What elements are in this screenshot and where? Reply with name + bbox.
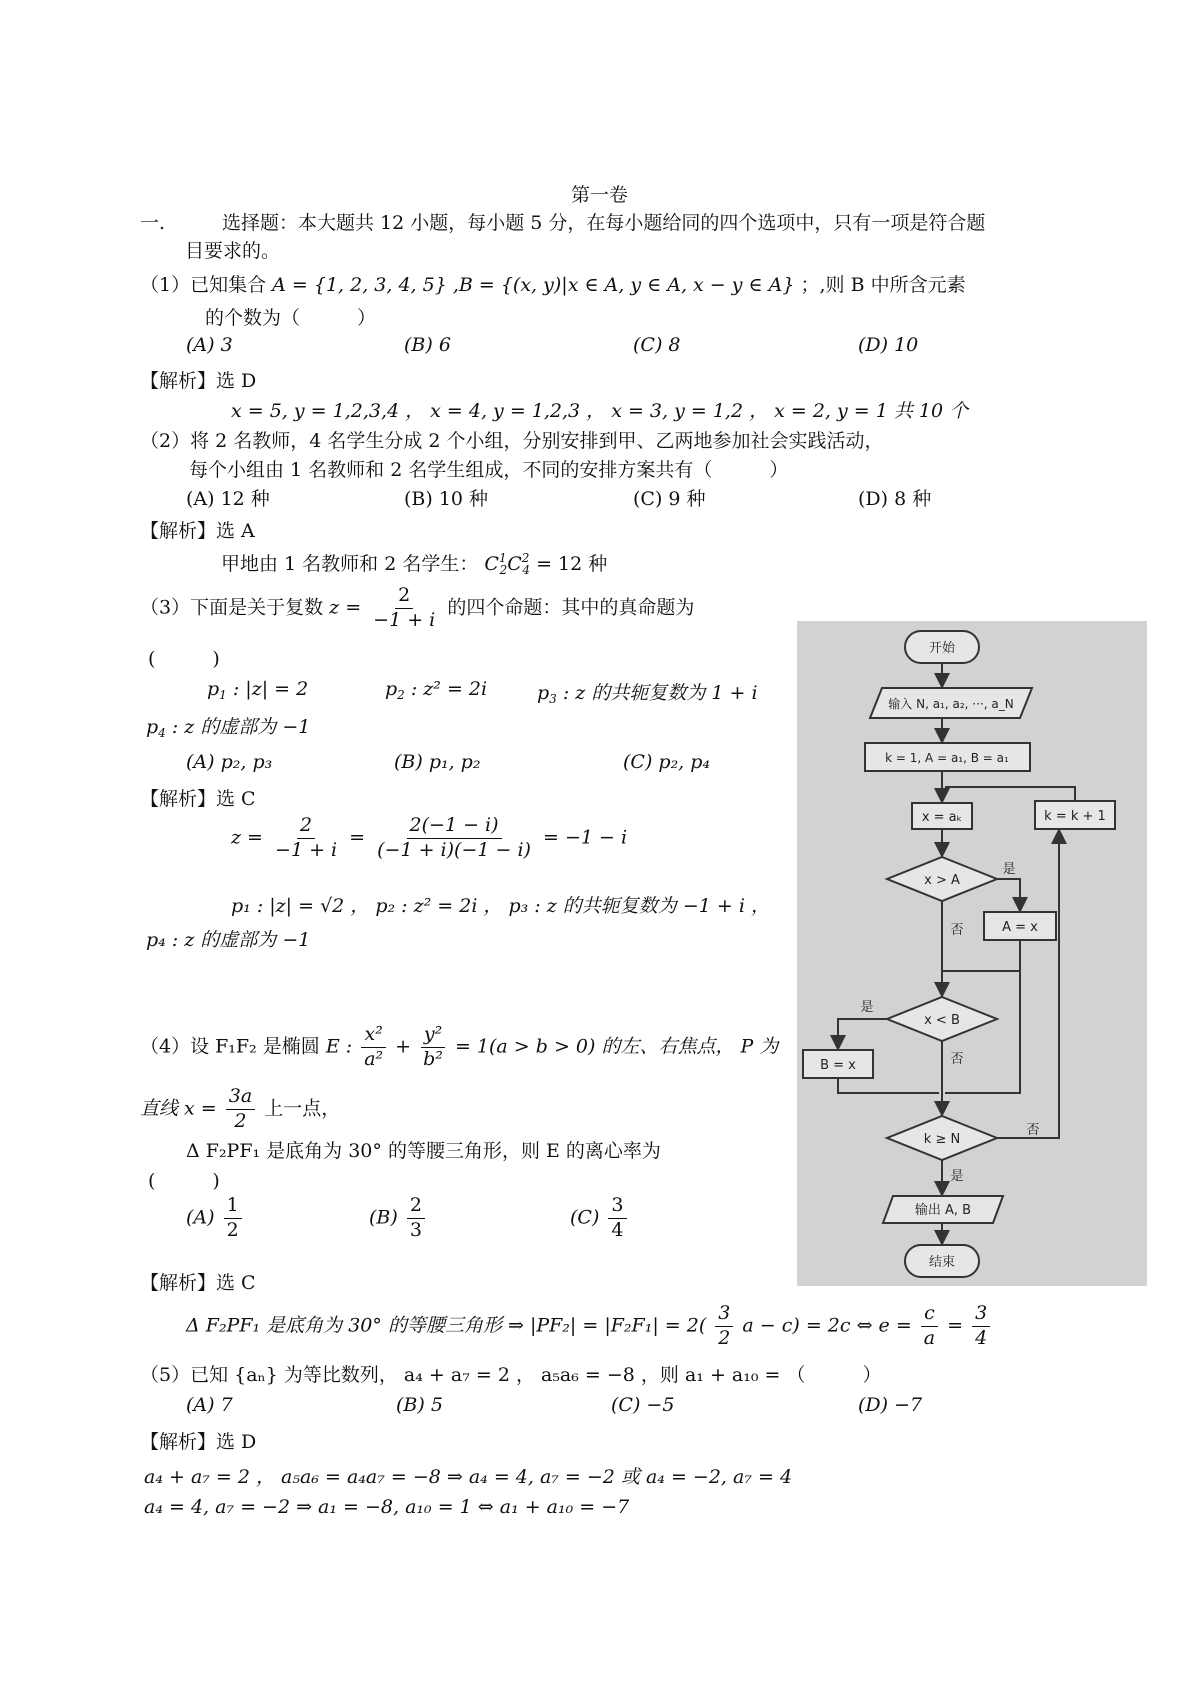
q3-calc-frac2 [374, 816, 534, 861]
q4-work [186, 1304, 993, 1349]
q4-opt-a-frac [224, 1196, 242, 1241]
q2-combination: $C^1_2C^2_4$ [484, 551, 531, 577]
question-1 [140, 270, 966, 297]
q3-paren: ( ) [148, 648, 220, 670]
flow-no-3: 否 [1026, 1123, 1040, 1138]
flow-set-a-label: A = x [1002, 920, 1038, 935]
q5-work-1: a₄ + a₇ = 2 ， a₅a₆ = a₄a₇ = −8 ⇒ a₄ = 4, a₇ = −2 或 a₄ = −2, a₇ = 4 [144, 1466, 793, 1488]
q4-work-frac2 [921, 1304, 938, 1349]
q4-opt-c-num: 3 [608, 1196, 626, 1219]
q4-frac-y [420, 1025, 446, 1070]
flow-yes-1: 是 [1002, 862, 1016, 877]
q2-option-d: (D) 8 种 [858, 488, 932, 510]
q2-option-c: (C) 9 种 [633, 488, 706, 510]
q1-work: x = 5, y = 1,2,3,4 ， x = 4, y = 1,2,3 ， x = 3, y = 1,2 ， x = 2, y = 1 共 10 个 [231, 400, 969, 422]
q3-calc-num1: 2 [297, 816, 315, 839]
q5-option-c: (C) −5 [611, 1394, 675, 1416]
q4-line2a: 直线 x = [140, 1097, 217, 1120]
q3-check: p₁ : |z| = √2 ， p₂ : z² = 2i ， p₃ : z 的共轭复数为 −1 + i ， [231, 895, 770, 917]
q2-line2: 每个小组由 1 名教师和 2 名学生组成，不同的安排方案共有（ ） [189, 459, 789, 481]
q4-opt-b-label: (B) [369, 1206, 398, 1229]
q3-option-b: (B) p₁, p₂ [394, 751, 481, 773]
question-4: （4）设 F₁F₂ 是椭圆 E : $\frac{\text{x²}}{\text{a²}}$ + $\frac{\text{y²}}{\text{b²}}$ = 1(a > b > 0) 的左、右焦点， P 为 [140, 1023, 779, 1070]
q3-option-c: (C) p₂, p₄ [623, 751, 711, 773]
q4-line2 [140, 1087, 340, 1132]
flow-yes-2: 是 [860, 1000, 874, 1015]
q4-b2: b² [423, 1047, 443, 1070]
q5-option-d: (D) −7 [858, 1394, 923, 1416]
q4-ellipse-e: E : [325, 1035, 353, 1058]
q4-opt-b-den: 3 [409, 1218, 422, 1241]
q3-p1-text: |z| = 2 [245, 678, 309, 700]
q4-answer: 【解析】选 C [140, 1272, 256, 1294]
flow-cond1-label: x > A [924, 873, 960, 888]
q1-answer: 【解析】选 D [140, 370, 257, 392]
q4-opt-b-frac [407, 1196, 425, 1241]
q4-work-num2: c [921, 1304, 938, 1327]
q3-option-a: (A) p₂, p₃ [186, 751, 273, 773]
q2-work-tail: = 12 种 [536, 553, 608, 575]
q5-option-a: (A) 7 [186, 1394, 233, 1416]
q3-calc-den2: (−1 + i)(−1 − i) [377, 838, 531, 861]
q3-calc-z: z = [231, 826, 263, 849]
flow-end-label: 结束 [928, 1255, 956, 1270]
flow-no-2: 否 [950, 1052, 964, 1067]
q1-line2: 的个数为（ ） [205, 307, 377, 329]
flow-cond3-label: k ≥ N [923, 1132, 961, 1147]
question-5: （5）已知 {aₙ} 为等比数列， a₄ + a₇ = 2 ， a₅a₆ = −8 ，则 a₁ + a₁₀ = （ ） [140, 1364, 882, 1386]
q4-x2: x² [361, 1025, 385, 1048]
q3-calc-frac1 [272, 816, 340, 861]
q4-opt-c-label: (C) [570, 1206, 600, 1229]
q2-option-a: (A) 12 种 [186, 488, 270, 510]
q3-p2-text: z² = 2i [423, 678, 488, 700]
q2-work [221, 549, 607, 577]
q4-work-a: Δ F₂PF₁ 是底角为 30° 的等腰三角形 ⇒ |PF₂| = |F₂F₁| = 2( [186, 1314, 707, 1337]
q3-answer: 【解析】选 C [140, 788, 256, 810]
q3-fraction-den: −1 + i [373, 608, 436, 631]
q4-line2b: 上一点， [264, 1097, 341, 1120]
q5-work-2: a₄ = 4, a₇ = −2 ⇒ a₁ = −8, a₁₀ = 1 ⇔ a₁ + a₁₀ = −7 [144, 1496, 630, 1518]
q3-calc-tail: = −1 − i [543, 826, 628, 849]
q4-work-num: 3 [715, 1304, 733, 1327]
q1-tail: ；,则 B 中所含元素 [800, 274, 966, 296]
q4-a2: a² [364, 1047, 384, 1070]
q1-set-b: ,B = {(x, y)|x ∈ A, y ∈ A, x − y ∈ A} [452, 274, 795, 296]
flow-start-label: 开始 [928, 641, 956, 656]
q4-paren: ( ) [148, 1170, 220, 1192]
q4-opt-c-den: 4 [611, 1218, 624, 1241]
section-number: 一. [140, 212, 166, 234]
q3-prefix: （3）下面是关于复数 [140, 596, 324, 619]
q4-work-num3: 3 [972, 1304, 990, 1327]
flow-yes-3: 是 [950, 1169, 964, 1184]
page-title: 第一卷 [571, 184, 629, 206]
q4-opt-a-den: 2 [226, 1218, 239, 1241]
q2-answer: 【解析】选 A [140, 520, 255, 542]
flow-init-label: k = 1, A = a₁, B = a₁ [885, 751, 1009, 765]
q1-option-b: (B) 6 [404, 334, 451, 356]
q4-work-b: a − c) = 2c ⇔ e = [742, 1314, 912, 1337]
q4-work-frac1 [715, 1304, 733, 1349]
q4-option-c [570, 1196, 630, 1241]
q4-line3: Δ F₂PF₁ 是底角为 30° 的等腰三角形，则 E 的离心率为 [186, 1140, 661, 1162]
q1-set-a: A = {1, 2, 3, 4, 5} [272, 274, 447, 296]
q5-answer: 【解析】选 D [140, 1431, 257, 1453]
q1-option-c: (C) 8 [633, 334, 681, 356]
q4-work-frac3 [972, 1304, 990, 1349]
flowchart-figure [797, 621, 1147, 1286]
q4-prefix: （4）设 F₁F₂ 是椭圆 [140, 1035, 320, 1058]
q3-z: z = [329, 596, 362, 619]
q4-work-c: = [947, 1314, 964, 1337]
q4-work-den2: a [923, 1326, 936, 1349]
q4-option-b [369, 1196, 428, 1241]
question-2: （2）将 2 名教师，4 名学生分成 2 个小组，分别安排到甲、乙两地参加社会实践活动， [140, 430, 884, 452]
q4-ellipse-tail: = 1(a > b > 0) 的左、右焦点， P 为 [454, 1035, 779, 1058]
q3-calc-num2: 2(−1 − i) [407, 816, 502, 839]
flow-no-1: 否 [950, 923, 964, 938]
q4-opt-c-frac [608, 1196, 626, 1241]
q4-option-a [186, 1196, 245, 1241]
flow-input-label: 输入 N, a₁, a₂, ···, a_N [888, 697, 1014, 711]
q4-opt-a-num: 1 [224, 1196, 242, 1219]
flow-increment-label: k = k + 1 [1044, 809, 1106, 824]
flow-set-b-label: B = x [820, 1058, 856, 1073]
q3-check-2: p₄ : z 的虚部为 −1 [146, 929, 311, 951]
q1-option-a: (A) 3 [186, 334, 233, 356]
q4-line2-den: 2 [234, 1109, 247, 1132]
flow-cond2-label: x < B [924, 1013, 960, 1028]
q3-fraction [370, 586, 438, 631]
q4-line2-frac [226, 1087, 255, 1132]
q1-option-d: (D) 10 [858, 334, 919, 356]
q3-fraction-num: 2 [395, 586, 413, 609]
q3-p2: $p_2$ : z² = 2i [385, 678, 488, 702]
q4-work-den3: 4 [975, 1326, 988, 1349]
q3-p4-text: z 的虚部为 −1 [184, 716, 311, 738]
q3-p4: $p_4$ : z 的虚部为 −1 [146, 716, 311, 740]
section-instructions-2: 目要求的。 [185, 240, 281, 262]
q4-work-den: 2 [718, 1326, 731, 1349]
q3-p3: $p_3$ : z 的共轭复数为 1 + i [537, 682, 758, 706]
q4-opt-b-num: 2 [407, 1196, 425, 1219]
q2-work-prefix: 甲地由 1 名教师和 2 名学生： [221, 553, 479, 575]
q3-calc-den1: −1 + i [275, 838, 338, 861]
q3-p1: $p_1$ : |z| = 2 [207, 678, 309, 702]
question-3 [140, 586, 694, 631]
q4-y2: y² [421, 1025, 445, 1048]
q4-frac-x [361, 1025, 386, 1070]
section-instructions: 选择题：本大题共 12 小题，每小题 5 分，在每小题给同的四个选项中，只有一项是符合题 [222, 212, 986, 234]
q4-line2-num: 3a [226, 1087, 255, 1110]
q5-option-b: (B) 5 [396, 1394, 443, 1416]
q4-opt-a-label: (A) [186, 1206, 215, 1229]
q3-calculation: z = $\frac{2}{-1 + i}$ = $\frac{2(-1 - i)}{(-1 + i)(-1 - i)}$ = −1 − i [231, 814, 628, 861]
q3-tail: 的四个命题：其中的真命题为 [447, 596, 695, 619]
q3-p3-text: z 的共轭复数为 1 + i [575, 682, 758, 704]
flow-assign-label: x = aₖ [921, 810, 963, 825]
q2-option-b: (B) 10 种 [404, 488, 489, 510]
q1-prefix: （1）已知集合 [140, 274, 267, 296]
flow-output-label: 输出 A, B [914, 1203, 972, 1218]
